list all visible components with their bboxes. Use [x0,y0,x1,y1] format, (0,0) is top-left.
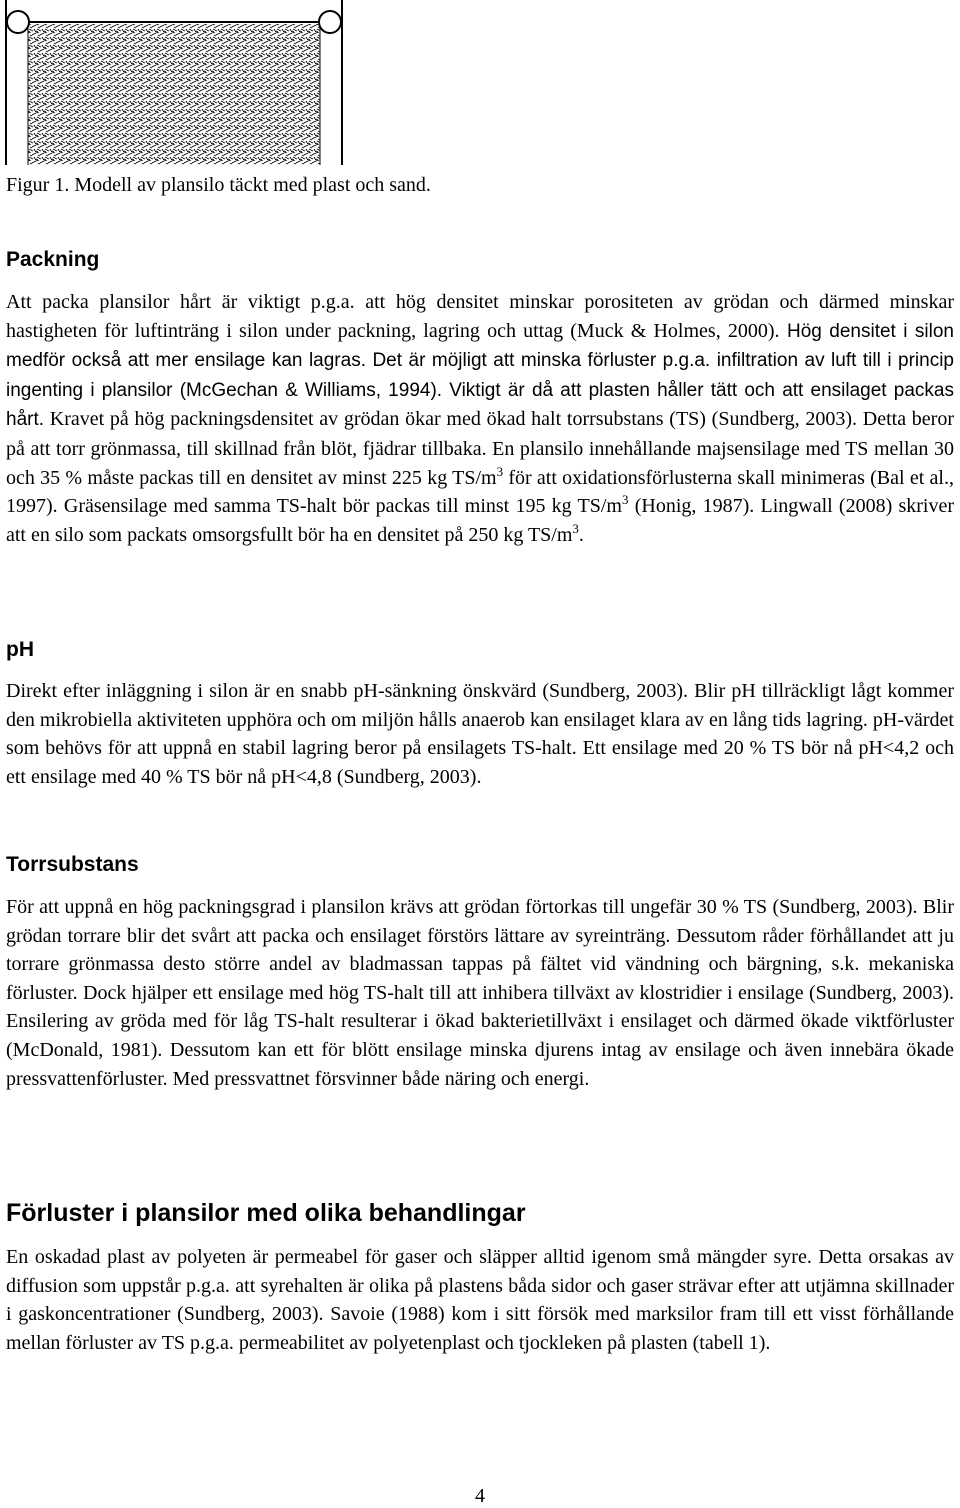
superscript-3: 3 [621,492,629,508]
page-number: 4 [475,1485,485,1507]
sand-bag-right [319,11,341,33]
packning-text-end: . [578,523,584,546]
paragraph-packning [6,288,954,549]
superscript-3: 3 [496,463,504,479]
superscript-3: 3 [572,520,579,536]
paragraph-torrsubstans: För att uppnå en hög packningsgrad i plansilon krävs att grödan förtorkas till ungefär 30 % TS (Sundberg, 2003). Blir grödan torrare blir det svårt att packa och ensilaget förstörs lättare av syreinträng. Dessutom råder förhållandet att ju torrare grönmassa desto större andel av bladmassan tappas på fältet vid vändning och bärgning, s.k. mekaniska förluster. Dock hjälper ett ensilage med hög TS-halt till att inhibera tillväxt av klostridier i ensilage (Sundberg, 2003). Ensilering av gröda med för låg TS-halt resulterar i ökad bakterietillväxt i ensilaget och därmed ökade viktförluster (McDonald, 1981). Dessutom kan ett för blött ensilage minska djurens intag av ensilage och även innebära ökade pressvattenförluster. Med pressvattnet försvinner både näring och energi. [6,896,954,1090]
packning-line-3: Holmes, 2000). [653,319,780,342]
sand-bag-left [7,11,29,33]
packning-text-continued: Kravet på hög packningsdensitet av grödan ökar med ökad halt torrsubstans (TS) (Sundberg, 2003). Detta beror på att torr grönmassa, till skillnad från blöt, fjädrar tillbaka. En plansilo innehållande majsensilage med TS mellan 30 och 35 % måste packas till en densitet av minst 225 kg TS/m [6,408,954,489]
silage-mass [28,24,320,165]
heading-ph: pH [6,638,34,661]
packning-line-1: Att packa plansilor hårt är viktigt p.g.a. att hög densitet minskar porositeten av grödan och [6,291,809,313]
packning-text-continued-2: för att oxidationsförlusterna skall minimeras (Bal et al., 1997). Gräsensilage med samma TS-halt bör packas till minst 195 kg TS/m [6,466,954,518]
packning-sans-text: Hög densitet i silon medför också att mer ensilage kan lagras. Det är möjligt att minska förluster p.g.a. infiltration av luft till i princip ingenting i plansilor (McGechan & Williams, 1994). Viktigt är då att plasten håller tätt och att ensilaget packas hårt. [6,320,954,431]
silo-figure [4,0,344,165]
heading-forluster: Förluster i plansilor med olika behandlingar [6,1199,526,1227]
heading-torrsubstans: Torrsubstans [6,853,139,876]
packning-text-continued-3: (Honig, 1987). Lingwall (2008) skriver att en silo som packats omsorgsfullt bör ha en densitet på 250 kg TS/m [6,495,954,546]
heading-packning: Packning [6,248,100,271]
paragraph-ph: Direkt efter inläggning i silon är en snabb pH-sänkning önskvärd (Sundberg, 2003). Blir pH tillräckligt lågt kommer den mikrobiella aktiviteten upphöra och om miljön hålls anaerob kan ensilaget klara av en lång tids lagring. pH-värdet som behövs för att uppnå en stabil lagring beror på ensilagets TS-halt. Ett ensilage med 20 % TS bör nå pH<4,2 och ett ensilage med 40 % TS bör nå pH<4,8 (Sundberg, 2003). [6,680,954,788]
packning-line-2: därmed minskar hastigheten för luftinträng i silon under packning, lagring och uttag (Muck & [6,291,955,342]
paragraph-forluster: En oskadad plast av polyeten är permeabel för gaser och släpper alltid igenom små mängder syre. Detta orsakas av diffusion som uppstår p.g.a. att syrehalten är olika på plastens båda sidor och gaser strävar efter att utjämna skillnader i gaskoncentrationer (Sundberg, 2003). Savoie (1988) kom i sitt försök med marksilor fram till ett visst förhållande mellan förluster av TS p.g.a. permeabilitet av polyetenplast och tjockleken på plasten (tabell 1). [6,1246,954,1354]
figure-caption: Figur 1. Modell av plansilo täckt med plast och sand. [6,174,431,196]
